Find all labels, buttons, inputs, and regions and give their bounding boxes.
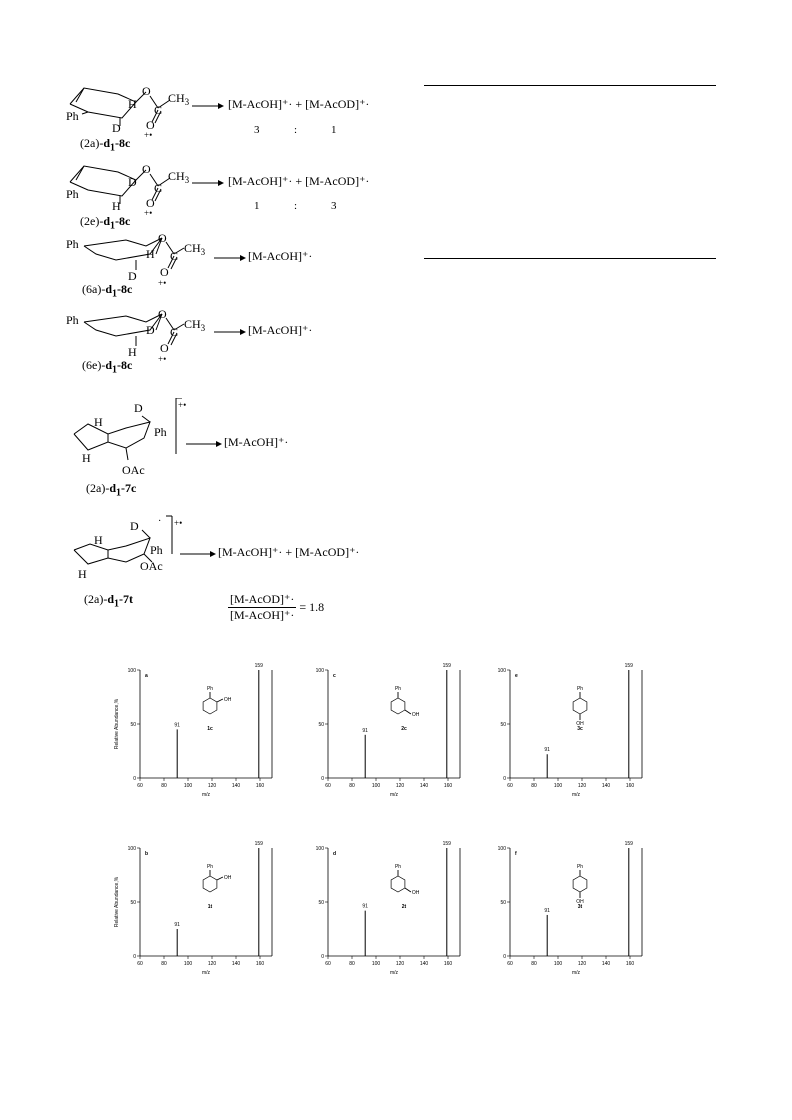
compound-label: $(6e)-d_1-8c$ xyxy=(82,358,133,376)
panel-letter: e xyxy=(515,673,518,679)
svg-text:D: D xyxy=(112,121,121,135)
svg-text:O: O xyxy=(160,341,169,355)
reaction-arrow xyxy=(192,178,224,188)
oh-label: OH xyxy=(411,890,420,896)
peak-label: 91 xyxy=(544,747,550,754)
x-axis-label: m/z xyxy=(389,970,399,976)
x-tick-label: 120 xyxy=(395,783,405,789)
cyclohexane-ring xyxy=(391,698,405,714)
oh-bond xyxy=(405,888,411,892)
x-axis-label: m/z xyxy=(201,970,211,976)
x-tick-label: 140 xyxy=(601,961,611,967)
svg-text:O: O xyxy=(146,196,155,210)
x-tick-label: 80 xyxy=(531,961,537,967)
x-tick-label: 60 xyxy=(507,783,513,789)
peak-label: 91 xyxy=(544,907,550,914)
oh-label: OH xyxy=(576,721,584,727)
ratio-left: 3 xyxy=(254,124,260,136)
x-axis-label: m/z xyxy=(389,792,399,798)
panel-letter: b xyxy=(145,851,149,857)
reaction-products: [M-AcOH]⁺· xyxy=(248,323,313,337)
x-axis-label: m/z xyxy=(571,792,581,798)
panel-letter: d xyxy=(333,851,337,857)
y-axis-label: Relative Abundance,% xyxy=(114,698,120,750)
oh-bond xyxy=(217,877,223,880)
y-tick-label: 100 xyxy=(127,846,136,852)
svg-text:+•: +• xyxy=(158,354,167,364)
y-tick-label: 100 xyxy=(127,668,136,674)
y-tick-label: 0 xyxy=(503,954,506,960)
svg-text:C: C xyxy=(170,325,179,339)
spectrum-panel xyxy=(316,841,460,976)
compound-label: $(2a)-d_1-8c$ xyxy=(80,136,131,154)
y-tick-label: 0 xyxy=(133,954,136,960)
compound-id: 3t xyxy=(577,904,583,910)
x-tick-label: 60 xyxy=(137,961,143,967)
x-tick-label: 120 xyxy=(207,961,217,967)
svg-text:OAc: OAc xyxy=(122,463,145,477)
peak-label: 91 xyxy=(174,722,180,729)
fraction-denominator: [M-AcOH]⁺· xyxy=(230,608,295,622)
compound-label: $(2a)-d_1-7c$ xyxy=(86,481,137,499)
ratio-separator: : xyxy=(294,200,298,212)
svg-text:O: O xyxy=(158,232,167,245)
oh-bond xyxy=(217,699,223,702)
x-axis-label: m/z xyxy=(571,970,581,976)
y-axis-label: Relative Abundance,% xyxy=(114,876,120,928)
svg-text:+•: +• xyxy=(158,278,167,288)
svg-text:D: D xyxy=(134,401,143,415)
svg-text:D: D xyxy=(128,269,137,283)
peak-label: 91 xyxy=(174,922,180,928)
svg-text:C: C xyxy=(154,181,163,195)
svg-text:Ph: Ph xyxy=(66,313,79,327)
svg-text:H: H xyxy=(78,567,87,581)
reaction-products: [M-AcOH]⁺· + [M-AcOD]⁺· xyxy=(218,545,360,559)
reaction-arrow xyxy=(186,439,222,449)
x-tick-label: 160 xyxy=(443,961,453,967)
reaction-arrow xyxy=(192,101,224,111)
x-tick-label: 60 xyxy=(507,961,513,967)
panel-letter: a xyxy=(145,673,148,679)
compound-id: 2t xyxy=(401,904,407,910)
ph-label: Ph xyxy=(576,686,584,692)
reaction-arrow xyxy=(180,549,216,559)
svg-text:CH3: $CH_3$ xyxy=(184,241,206,257)
x-tick-label: 100 xyxy=(371,783,381,789)
svg-text:Ph: Ph xyxy=(150,543,163,557)
svg-text:Ph: Ph xyxy=(154,425,167,439)
svg-text:OAc: OAc xyxy=(140,559,163,573)
ratio-right: 1 xyxy=(331,124,337,136)
y-tick-label: 50 xyxy=(318,722,324,728)
spectrum-panel xyxy=(114,841,272,976)
panel-letter: c xyxy=(333,673,336,679)
ratio-right: 3 xyxy=(331,200,337,212)
x-tick-label: 60 xyxy=(137,783,143,789)
x-tick-label: 140 xyxy=(419,783,429,789)
oh-label: OH xyxy=(576,899,584,905)
y-tick-label: 50 xyxy=(130,900,136,906)
peak-label: 159 xyxy=(254,841,263,847)
fraction-value: = 1.8 xyxy=(299,600,325,614)
compound-label: $(2a)-d_1-7t$ xyxy=(84,592,134,610)
svg-text:H: H xyxy=(112,199,121,213)
y-tick-label: 50 xyxy=(500,722,506,728)
oh-label: OH xyxy=(411,712,420,718)
svg-text:H: H xyxy=(146,247,155,261)
x-tick-label: 160 xyxy=(443,783,453,789)
svg-text:H: H xyxy=(94,415,103,429)
x-tick-label: 100 xyxy=(183,961,193,967)
compound-id: 2c xyxy=(401,726,407,732)
spectrum-panel xyxy=(498,663,642,798)
ph-label: Ph xyxy=(394,864,402,870)
bicyclic-acetate-structure xyxy=(68,398,198,480)
x-tick-label: 80 xyxy=(349,783,355,789)
compound-id: 1t xyxy=(207,904,213,910)
x-tick-label: 160 xyxy=(625,961,635,967)
reaction-products: [M-AcOH]⁺· + [M-AcOD]⁺· xyxy=(228,174,370,188)
svg-text:O: O xyxy=(142,162,151,176)
x-tick-label: 80 xyxy=(161,961,167,967)
x-tick-label: 160 xyxy=(255,961,265,967)
svg-text:D: D xyxy=(146,323,155,337)
reaction-products: [M-AcOH]⁺· xyxy=(224,435,289,449)
peak-label: 159 xyxy=(254,663,263,669)
svg-text:O: O xyxy=(158,308,167,321)
y-tick-label: 100 xyxy=(497,668,506,674)
x-tick-label: 140 xyxy=(419,961,429,967)
svg-text:O: O xyxy=(146,118,155,132)
compound-id: 1c xyxy=(207,726,213,732)
svg-text:O: O xyxy=(160,265,169,279)
x-tick-label: 140 xyxy=(601,783,611,789)
ph-label: Ph xyxy=(394,686,402,692)
y-tick-label: 0 xyxy=(503,776,506,782)
svg-text:+•: +• xyxy=(174,518,183,528)
cyclohexane-ring xyxy=(573,876,587,892)
x-tick-label: 60 xyxy=(325,783,331,789)
x-tick-label: 140 xyxy=(231,783,241,789)
svg-text:H: H xyxy=(82,451,91,465)
peak-label: 159 xyxy=(442,663,451,669)
svg-text:D: D xyxy=(130,519,139,533)
x-tick-label: 140 xyxy=(231,961,241,967)
spectrum-panel xyxy=(498,841,642,976)
compound-label: $(6a)-d_1-8c$ xyxy=(82,282,133,300)
svg-text:C: C xyxy=(170,249,179,263)
x-tick-label: 160 xyxy=(255,783,265,789)
svg-text:D: D xyxy=(128,175,137,189)
svg-text:H: H xyxy=(128,345,137,359)
svg-text:C: C xyxy=(154,103,163,117)
ph-label: Ph xyxy=(206,864,214,870)
svg-text:CH3: $CH_3$ xyxy=(168,91,190,107)
x-tick-label: 60 xyxy=(325,961,331,967)
ratio-left: 1 xyxy=(254,200,260,212)
fraction-numerator: [M-AcOD]⁺· xyxy=(230,592,295,606)
divider-rule xyxy=(424,258,716,259)
x-tick-label: 100 xyxy=(553,783,563,789)
y-tick-label: 50 xyxy=(318,900,324,906)
peak-label: 91 xyxy=(362,727,368,734)
ph-label: Ph xyxy=(206,686,214,692)
y-tick-label: 50 xyxy=(500,900,506,906)
x-tick-label: 120 xyxy=(395,961,405,967)
svg-text:Ph: Ph xyxy=(66,109,79,123)
ratio-fraction xyxy=(228,592,324,623)
compound-label: $(2e)-d_1-8c$ xyxy=(80,214,131,232)
cyclohexane-ring xyxy=(203,876,217,892)
spectrum-panel xyxy=(114,663,272,798)
svg-text:H: H xyxy=(128,97,137,111)
x-axis-label: m/z xyxy=(201,792,211,798)
x-tick-label: 120 xyxy=(577,961,587,967)
divider-rule xyxy=(424,85,716,86)
y-tick-label: 0 xyxy=(321,954,324,960)
reaction-arrow xyxy=(214,327,246,337)
x-tick-label: 160 xyxy=(625,783,635,789)
compound-id: 3c xyxy=(577,726,583,732)
cyclohexane-ring xyxy=(391,876,405,892)
peak-label: 91 xyxy=(362,903,368,910)
x-tick-label: 100 xyxy=(183,783,193,789)
svg-text:Ph: Ph xyxy=(66,237,79,251)
y-tick-label: 100 xyxy=(315,668,324,674)
reaction-arrow xyxy=(214,253,246,263)
y-tick-label: 50 xyxy=(130,722,136,728)
y-tick-label: 100 xyxy=(315,846,324,852)
x-tick-label: 100 xyxy=(371,961,381,967)
peak-label: 159 xyxy=(442,841,451,847)
peak-label: 159 xyxy=(624,841,633,847)
ph-label: Ph xyxy=(576,864,584,870)
panel-letter: f xyxy=(515,851,517,857)
y-tick-label: 0 xyxy=(321,776,324,782)
svg-text:+•: +• xyxy=(178,400,187,410)
svg-text:O: O xyxy=(142,84,151,98)
x-tick-label: 120 xyxy=(577,783,587,789)
svg-text:H: H xyxy=(94,533,103,547)
mass-spectra-figure xyxy=(100,650,690,990)
spectrum-panel xyxy=(316,663,460,798)
x-tick-label: 100 xyxy=(553,961,563,967)
x-tick-label: 80 xyxy=(349,961,355,967)
x-tick-label: 120 xyxy=(207,783,217,789)
reaction-products: [M-AcOH]⁺· xyxy=(248,249,313,263)
svg-text:+•: +• xyxy=(144,130,153,140)
svg-text:CH3: $CH_3$ xyxy=(184,317,206,333)
y-tick-label: 100 xyxy=(497,846,506,852)
cyclohexane-ring xyxy=(203,698,217,714)
oh-label: OH xyxy=(223,875,232,881)
svg-text:+•: +• xyxy=(144,208,153,218)
x-tick-label: 80 xyxy=(531,783,537,789)
oh-bond xyxy=(405,710,411,714)
reaction-products: [M-AcOH]⁺· + [M-AcOD]⁺· xyxy=(228,97,370,111)
peak-label: 159 xyxy=(624,663,633,669)
ratio-separator: : xyxy=(294,124,298,136)
x-tick-label: 80 xyxy=(161,783,167,789)
oh-label: OH xyxy=(223,697,232,703)
y-tick-label: 0 xyxy=(133,776,136,782)
svg-text:·: · xyxy=(158,516,162,527)
cyclohexane-ring xyxy=(573,698,587,714)
svg-text:Ph: Ph xyxy=(66,187,79,201)
bicyclic-acetate-structure xyxy=(68,514,198,584)
svg-text:CH3: $CH_3$ xyxy=(168,169,190,185)
